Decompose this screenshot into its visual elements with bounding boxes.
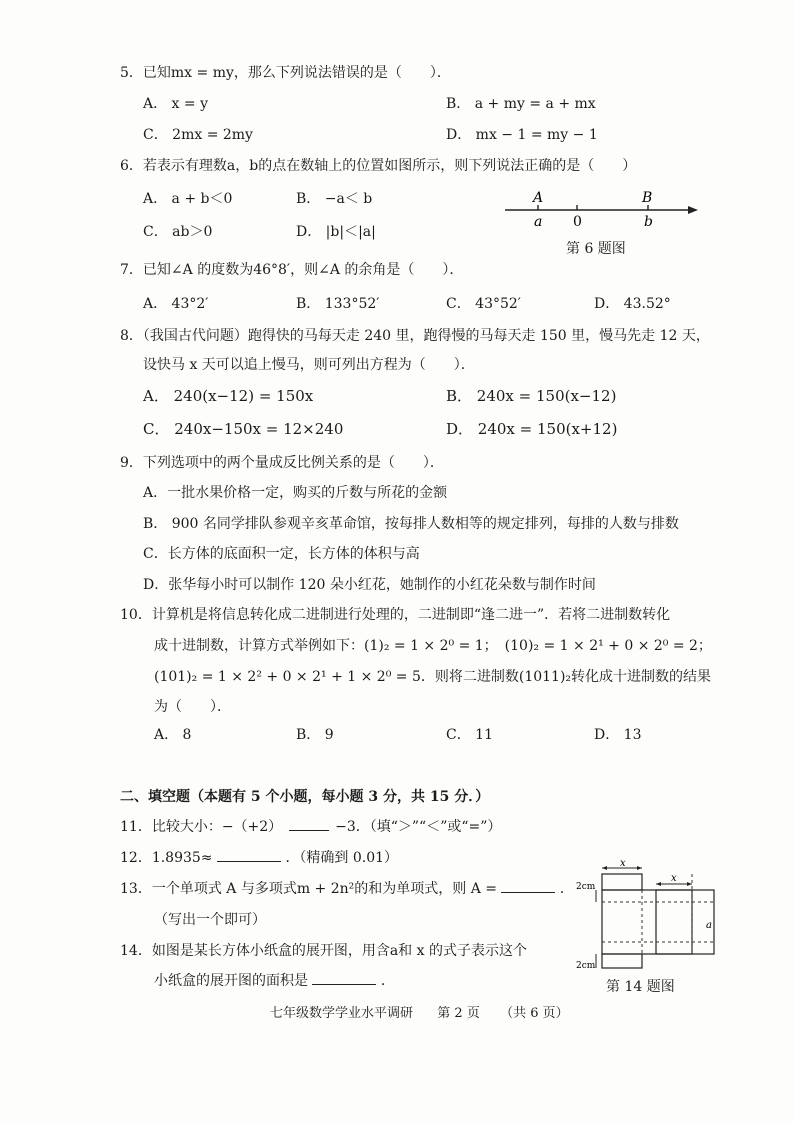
q7-option-b: B． 133°52′	[296, 296, 380, 312]
arrow-left-icon	[602, 866, 607, 870]
footer-page: 第 2 页	[437, 1006, 480, 1021]
q5-option-d: D． mx − 1 = my − 1	[446, 127, 598, 143]
q14-figure-caption: 第 14 题图	[606, 979, 675, 995]
net-side-face	[656, 890, 692, 954]
q7-option-c: C． 43°52′	[446, 296, 521, 312]
q14-line1: 14．如图是某长方体小纸盒的展开图，用含a和 x 的式子表示这个	[120, 943, 527, 959]
q9-option-b: B． 900 名同学排队参观辛亥革命馆，按每排人数相等的规定排列，每排的人数与排数	[143, 516, 679, 532]
q6-option-a: A． a + b＜0	[143, 191, 233, 207]
point-b-label: B	[642, 190, 653, 206]
footer-title: 七年级数学学业水平调研	[270, 1006, 414, 1021]
q12-pre: 12．1.8935≈	[120, 850, 213, 866]
q13-note: （写出一个即可）	[154, 912, 266, 928]
q10-option-b: B． 9	[296, 727, 334, 743]
tick-0-label: 0	[573, 214, 582, 230]
q13-question	[120, 878, 574, 898]
q7-option-a: A． 43°2′	[143, 296, 209, 312]
fig-x2-label: x	[671, 873, 677, 884]
q10-option-a: A． 8	[154, 727, 192, 743]
net-top-flap	[602, 874, 642, 890]
q10-line1: 10．计算机是将信息转化成二进制进行处理的，二进制即“逢二进一”．若将二进制数转化	[120, 607, 671, 623]
q10-option-d: D． 13	[594, 727, 642, 743]
fig-2cm-top-label: 2cm	[576, 882, 596, 892]
q11-post: −3．（填“＞”“＜”或“=”）	[335, 819, 502, 835]
section2-title: 二、填空题（本题有 5 个小题，每小题 3 分，共 15 分．）	[120, 789, 490, 805]
q12-answer-blank[interactable]	[217, 847, 281, 862]
q9-stem: 9．下列选项中的两个量成反比例关系的是（ ）．	[120, 455, 444, 471]
fig-2cm-bottom-label: 2cm	[576, 961, 596, 971]
fig-x1-label: x	[620, 858, 626, 869]
q14-answer-blank[interactable]	[312, 970, 376, 985]
q5-option-c: C． 2mx = 2my	[143, 127, 253, 143]
q8-stem-line1: 8．（我国古代问题）跑得快的马每天走 240 里，跑得慢的马每天走 150 里，慢马先走 12 天，	[120, 328, 710, 344]
point-a-label: A	[533, 190, 544, 206]
q8-option-c: C． 240x−150x = 12×240	[143, 420, 344, 438]
tick-a-label: a	[534, 214, 543, 230]
q10-line2: 成十进制数，计算方式举例如下：(1)₂ = 1 × 2⁰ = 1； (10)₂ = 1 × 2¹ + 0 × 2⁰ = 2；	[154, 638, 712, 654]
q14-post: ．	[380, 973, 395, 989]
page-footer	[270, 1002, 569, 1021]
q10-line3: (101)₂ = 1 × 2² + 0 × 2¹ + 1 × 2⁰ = 5．则将二进制数(1011)₂转化成十进制数的结果	[154, 669, 712, 685]
q11-question	[120, 816, 501, 836]
q6-number-line-figure	[500, 185, 710, 235]
q8-option-a: A． 240(x−12) = 150x	[143, 387, 314, 405]
fig-a-label: a	[706, 920, 712, 931]
q10-option-c: C． 11	[446, 727, 493, 743]
q5-stem: 5．已知mx = my，那么下列说法错误的是（ ）．	[120, 65, 451, 81]
q5-option-a: A． x = y	[143, 96, 208, 112]
q11-pre: 11．比较大小：−（+2）	[120, 819, 283, 835]
q14-line2-wrap	[154, 970, 395, 990]
q13-post: ．	[559, 881, 574, 897]
q14-line2: 小纸盒的展开图的面积是	[154, 973, 308, 989]
q6-option-d: D． |b|＜|a|	[296, 224, 376, 240]
q12-post: ．（精确到 0.01）	[285, 850, 399, 866]
q12-question	[120, 847, 398, 867]
q5-option-b: B． a + my = a + mx	[446, 96, 596, 112]
arrow-left-icon	[656, 882, 661, 886]
tick-b-label: b	[644, 214, 653, 230]
q7-option-d: D． 43.52°	[594, 296, 671, 312]
q6-stem: 6．若表示有理数a，b的点在数轴上的位置如图所示，则下列说法正确的是（ ）	[120, 158, 637, 174]
q9-option-c: C．长方体的底面积一定，长方体的体积与高	[143, 546, 420, 562]
q6-figure-caption: 第 6 题图	[566, 241, 626, 257]
number-line-arrow-icon	[688, 206, 698, 214]
q11-answer-blank[interactable]	[289, 816, 329, 831]
q8-option-d: D． 240x = 150(x+12)	[446, 420, 618, 438]
q6-option-c: C． ab＞0	[143, 224, 213, 240]
arrow-right-icon	[637, 866, 642, 870]
footer-total: （共 6 页）	[500, 1006, 569, 1021]
arrow-right-icon	[687, 882, 692, 886]
q9-option-d: D．张华每小时可以制作 120 朵小红花，她制作的小红花朵数与制作时间	[143, 577, 596, 593]
q9-option-a: A．一批水果价格一定，购买的斤数与所花的金额	[143, 485, 448, 501]
q14-box-net-figure	[576, 858, 716, 974]
q8-stem-line2: 设快马 x 天可以追上慢马，则可列出方程为（ ）．	[143, 357, 475, 373]
q8-option-b: B． 240x = 150(x−12)	[446, 387, 617, 405]
q6-option-b: B． −a＜ b	[296, 191, 373, 207]
q10-line4: 为（ ）．	[154, 699, 231, 715]
q13-pre: 13．一个单项式 A 与多项式m + 2n²的和为单项式，则 A =	[120, 881, 498, 897]
net-main-body	[602, 890, 714, 954]
q13-answer-blank[interactable]	[501, 878, 555, 893]
net-bottom-flap	[602, 954, 642, 968]
q7-stem: 7．已知∠A 的度数为46°8′，则∠A 的余角是（ ）．	[120, 262, 464, 278]
